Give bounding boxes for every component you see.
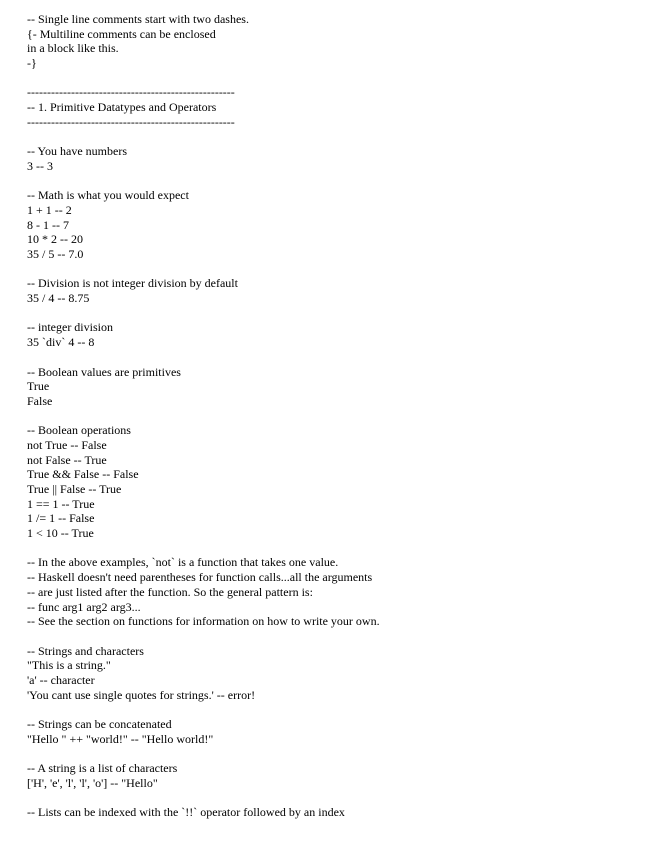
code-line: ['H', 'e', 'l', 'l', 'o'] -- "Hello"	[27, 775, 158, 790]
code-line: -- Lists can be indexed with the `!!` operator followed by an index	[27, 805, 345, 820]
code-line: True && False -- False	[27, 467, 139, 482]
code-line: -- A string is a list of characters	[27, 761, 178, 776]
code-line: 35 / 4 -- 8.75	[27, 291, 90, 306]
code-line: 1 == 1 -- True	[27, 496, 95, 511]
code-line: 1 /= 1 -- False	[27, 511, 95, 526]
code-line: -- Math is what you would expect	[27, 188, 189, 203]
code-line	[27, 130, 655, 145]
code-line	[27, 71, 655, 86]
code-line: -- You have numbers	[27, 144, 127, 159]
code-line: "Hello " ++ "world!" -- "Hello world!"	[27, 731, 214, 746]
code-line: -- Strings can be concatenated	[27, 717, 172, 731]
code-line: -- Boolean operations	[27, 423, 131, 438]
code-line	[27, 174, 655, 189]
code-line	[27, 409, 655, 424]
code-line: 'You cant use single quotes for strings.' -- error!	[27, 687, 256, 702]
code-line: -- Haskell doesn't need parentheses for function calls...all the arguments	[27, 570, 373, 585]
code-line: 35 / 5 -- 7.0	[27, 247, 84, 261]
code-line	[27, 702, 655, 717]
code-line: not True -- False	[27, 437, 107, 452]
code-line: True	[27, 379, 50, 394]
code-line: 3 -- 3	[27, 158, 53, 173]
code-line: -- Boolean values are primitives	[27, 364, 181, 379]
code-line: not False -- True	[27, 452, 107, 467]
code-line	[27, 629, 655, 644]
code-line: "This is a string."	[27, 658, 111, 673]
code-line: -- Division is not integer division by default	[27, 276, 238, 291]
code-line: False	[27, 393, 53, 408]
code-line: -- Strings and characters	[27, 643, 144, 658]
code-line: 1 < 10 -- True	[27, 526, 94, 541]
code-line: -- In the above examples, `not` is a function that takes one value.	[27, 555, 339, 570]
code-line: -}	[27, 56, 37, 71]
code-line: 10 * 2 -- 20	[27, 232, 83, 247]
code-line: -- func arg1 arg2 arg3...	[27, 599, 141, 614]
code-line: 1 + 1 -- 2	[27, 202, 72, 217]
code-line: True || False -- True	[27, 482, 122, 496]
code-line: -- Single line comments start with two dashes.	[27, 12, 249, 26]
code-line: 8 - 1 -- 7	[27, 217, 69, 232]
code-line	[27, 350, 655, 365]
code-line: 35 `div` 4 -- 8	[27, 335, 95, 350]
code-line	[27, 790, 655, 805]
code-line: 'a' -- character	[27, 672, 95, 687]
code-line: -- See the section on functions for information on how to write your own.	[27, 614, 380, 629]
code-line	[27, 262, 655, 277]
code-line: -- are just listed after the function. So the general pattern is:	[27, 584, 313, 599]
code-line	[27, 306, 655, 321]
code-line	[27, 541, 655, 556]
code-line: in a block like this.	[27, 41, 119, 56]
code-line: ----------------------------------------------------	[27, 85, 235, 100]
code-line: {- Multiline comments can be enclosed	[27, 26, 216, 41]
code-line: -- integer division	[27, 320, 113, 335]
code-line	[27, 746, 655, 761]
code-line: -- 1. Primitive Datatypes and Operators	[27, 100, 217, 115]
code-line: ----------------------------------------------------	[27, 114, 235, 129]
